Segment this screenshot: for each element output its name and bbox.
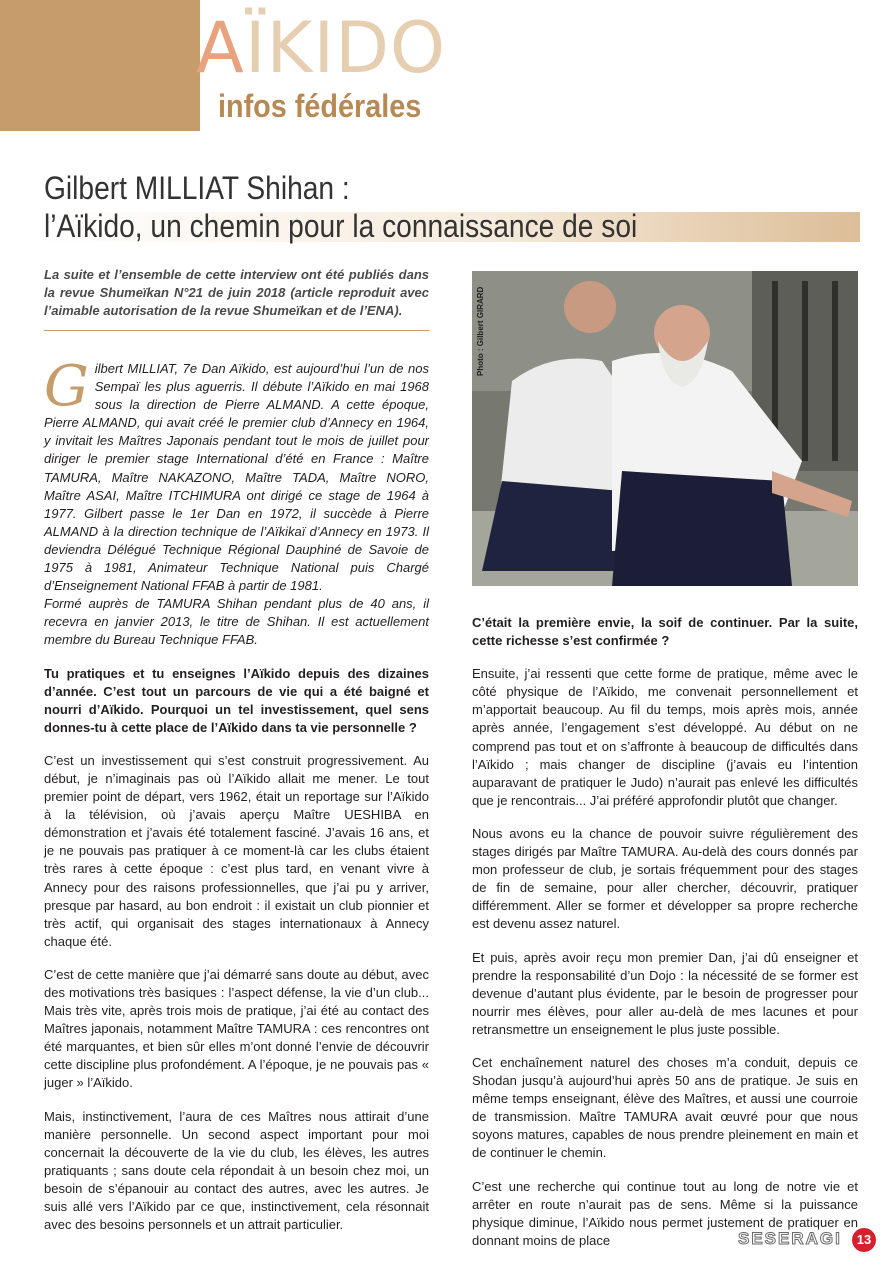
intro-divider	[44, 330, 429, 331]
right-column	[472, 614, 858, 1265]
brand-rest: ÏKIDO	[244, 7, 447, 89]
header-color-block	[0, 0, 200, 131]
answer-paragraph-4: Ensuite, j’ai ressenti que cette forme de pratique, même avec le côté physique de l’Aïkido, me convenait personnellement et m’apportait beaucoup. Au fil du temps, mois après mois, année après année, l’engagement s’est développé. Au début on ne comprend pas tout et on s’affronte à beaucoup de difficultés dans l’Aïkido ; mais changer de discipline (j’avais eu l’intention auparavant de pratiquer le Judo) n’aurait pas enlevé les difficultés que je rencontrais... J’ai préféré approfondir plutôt que changer.	[472, 666, 858, 808]
answer-paragraph-1: C’est un investissement qui s’est construit progressivement. Au début, je n’imaginais pas où l’Aïkido allait me mener. Le tout premier point de départ, vers 1962, était un reportage sur l’Aïkido à la télévision, où j’avais aperçu Maître UESHIBA en démonstration et j’avais été totalement fasciné. J’avais 16 ans, et je ne pouvais pas pratiquer à ce moment-là car les clubs étaient très rares à cette époque : c’est plus tard, en venant vivre à Annecy pour des raisons professionnelles, que j’ai pu y arriver, presque par hasard, au bon endroit : il existait un club pionnier et très actif, qui organisait des stages internationaux à Annecy chaque été.	[44, 752, 429, 949]
photo-credit: Photo : Gilbert GIRARD	[476, 286, 485, 376]
intro-paragraph: La suite et l’ensemble de cette interview ont été publiés dans la revue Shumeïkan N°21 de juin 2018 (article reproduit avec l’aimable autorisation de la revue Shumeïkan et de l’ENA).	[44, 267, 429, 319]
footer-logo: SESERAGI	[738, 1229, 842, 1248]
bio-paragraph-2: Formé auprès de TAMURA Shihan pendant plus de 40 ans, il recevra en janvier 2013, le titre de Shihan. Il est actuellement membre du Bureau Technique FFAB.	[44, 596, 429, 648]
article-title-line1: Gilbert MILLIAT Shihan :	[44, 170, 350, 206]
question-2: C’était la première envie, la soif de continuer. Par la suite, cette richesse s’est confirmée ?	[472, 615, 858, 649]
photo-illustration	[472, 271, 858, 586]
answer-paragraph-6: Et puis, après avoir reçu mon premier Dan, j’ai dû enseigner et prendre la responsabilité d’un Dojo : la nécessité de se former est devenue d’autant plus évidente, par le besoin de progresser pour nourrir mes élèves, pour aller au-delà de mes lacunes et pour retransmettre un enseignement le plus juste possible.	[472, 949, 858, 1037]
answer-paragraph-7: Cet enchaînement naturel des choses m’a conduit, depuis ce Shodan jusqu’à aujourd’hui après 50 ans de pratique. Je suis en même temps enseignant, élève des Maîtres, et aussi une courroie de transmission. Maître TAMURA avait œuvré pour que nous soyons matures, capables de nous prendre pleinement en main et de continuer le chemin.	[472, 1054, 858, 1161]
question-1: Tu pratiques et tu enseignes l’Aïkido depuis des dizaines d’année. C’est tout un parcours de vie qui a été baigné et nourri d’Aïkido. Pourquoi un tel investissement, quel sens donnes-tu à cette place de l’Aïkido dans ta vie personnelle ?	[44, 665, 429, 735]
aikido-photo	[472, 271, 858, 586]
magazine-brand	[196, 7, 447, 89]
drop-cap: G	[44, 354, 89, 419]
brand-first-letter: A	[196, 7, 245, 89]
left-column	[44, 354, 429, 1249]
answer-paragraph-5: Nous avons eu la chance de pouvoir suivre régulièrement des stages dirigés par Maître TAMURA. Au-delà des cours donnés par mon professeur de club, je sortais fréquemment pour des stages de fin de semaine, pour aller chercher, découvrir, pratiquer différemment. Aller se former et développer sa propre recherche est devenu assez naturel.	[472, 825, 858, 932]
answer-paragraph-3: Mais, instinctivement, l’aura de ces Maîtres nous attirait d’une manière personnelle. Un second aspect important pour moi concernait la découverte de la vie du club, les élèves, les autres pratiquants ; sans doute cela répondait à un besoin chez moi, un besoin de s’épanouir au contact des autres, avec les autres. Je suis allé vers l’Aïkido par ce que, instinctivement, cela résonnait avec des besoins personnels et un attrait particulier.	[44, 1108, 429, 1233]
page-number: 13	[852, 1228, 876, 1252]
answer-paragraph-8: C’est une recherche qui continue tout au long de notre vie et arrêter en route n’aurait pas de sens. Même si la puissance physique diminue, l’Aïkido nous permet justement de pratiquer en donnant moins de place	[472, 1178, 858, 1248]
bio-text-1: ilbert MILLIAT, 7e Dan Aïkido, est aujourd’hui l’un de nos Sempaï les plus aguerris. Il débute l’Aïkido en mai 1968 sous la direction de Pierre ALMAND. A cette époque, Pierre ALMAND, qui avait créé le premier club d’Annecy en 1964, y invitait les Maîtres Japonais pendant tout le mois de juillet pour diriger le premier stage International d’été en France : Maître TAMURA, Maître NAKAZONO, Maître TADA, Maître NORO, Maître ASAI, Maître ITCHIMURA ont dirigé ce stage de 1964 à 1977. Gilbert passe le 1er Dan en 1972, il succède à Pierre ALMAND à la direction technique de l’Aïkikaï d’Annecy en 1973. Il deviendra Délégué Technique Régional Dauphiné de Savoie de 1975 à 1981, Animateur Technique National puis Chargé d’Enseignement National FFAB à partir de 1981.	[44, 361, 429, 594]
article-title-line2: l’Aïkido, un chemin pour la connaissance de soi	[44, 208, 638, 244]
bio-paragraph-1	[44, 354, 429, 595]
section-label: infos fédérales	[218, 88, 422, 124]
answer-paragraph-2: C’est de cette manière que j’ai démarré sans doute au début, avec des motivations très basiques : l’aspect défense, la vie d’un club... Mais très vite, après trois mois de pratique, j’ai été au contact des Maîtres japonais, notamment Maître TAMURA : ces rencontres ont été marquantes, et bien sûr elles m’ont donné l’envie de découvrir cette discipline plus profondément. A l’époque, je ne pouvais pas « juger » l’Aïkido.	[44, 966, 429, 1091]
